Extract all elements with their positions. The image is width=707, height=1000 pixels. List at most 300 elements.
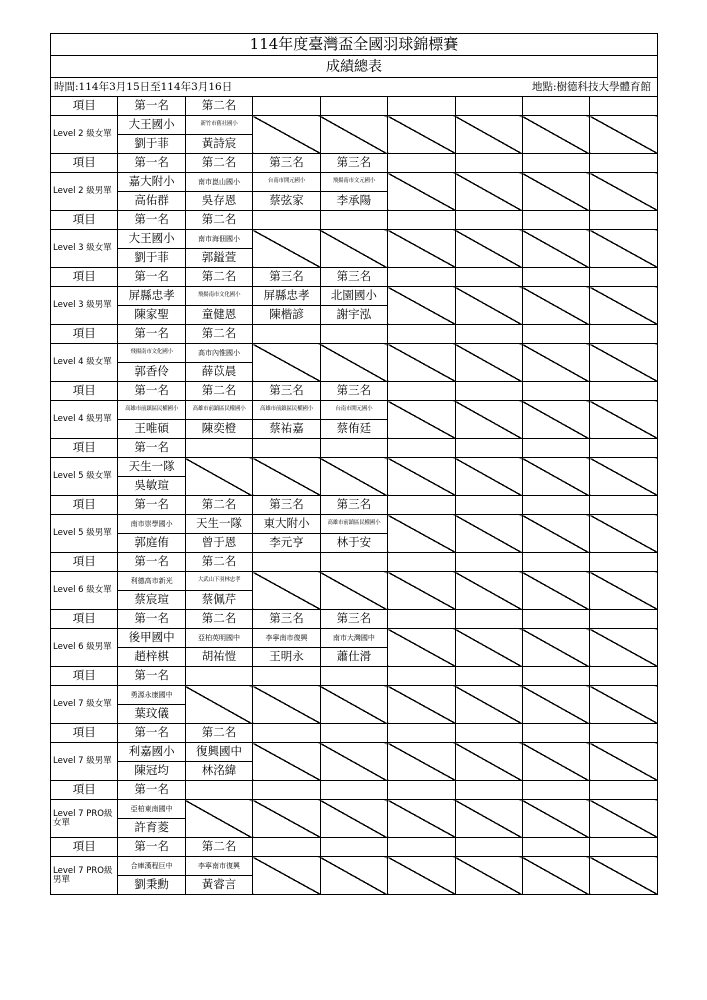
empty-header <box>455 439 522 458</box>
empty-slot <box>388 629 455 667</box>
place-school: 東大附小 <box>253 515 320 534</box>
event-header-row <box>51 610 658 629</box>
empty-header <box>455 781 522 800</box>
empty-slot <box>253 800 320 838</box>
place-header: 第一名 <box>118 724 185 743</box>
place-school: 亞柏東南國中 <box>118 800 185 819</box>
empty-header <box>590 325 658 344</box>
event-header-row <box>51 382 658 401</box>
empty-slot <box>455 173 522 211</box>
empty-header <box>388 553 455 572</box>
place-school: 大王國小 <box>118 116 185 135</box>
place-name: 陳楷諺 <box>253 306 320 325</box>
event-category: Level 3 級男單 <box>51 287 118 325</box>
empty-header <box>185 667 252 686</box>
empty-slot <box>320 230 387 268</box>
place-name: 謝宇泓 <box>320 306 387 325</box>
place-header: 第一名 <box>118 154 185 173</box>
empty-header <box>455 724 522 743</box>
place-header: 第一名 <box>118 838 185 857</box>
empty-slot <box>522 230 589 268</box>
empty-header <box>320 325 387 344</box>
place-header: 第二名 <box>185 154 252 173</box>
empty-slot <box>590 287 658 325</box>
empty-slot <box>522 287 589 325</box>
place-header: 第一名 <box>118 211 185 230</box>
empty-slot <box>455 458 522 496</box>
empty-slot <box>590 800 658 838</box>
empty-header <box>253 838 320 857</box>
place-header: 第一名 <box>118 382 185 401</box>
empty-slot <box>522 401 589 439</box>
empty-slot <box>320 857 387 895</box>
place-school: 南市海佃國小 <box>185 230 252 249</box>
empty-header <box>388 838 455 857</box>
empty-slot <box>522 572 589 610</box>
item-header: 項目 <box>51 382 118 401</box>
empty-header <box>522 553 589 572</box>
empty-slot <box>388 686 455 724</box>
place-name: 李承陽 <box>320 192 387 211</box>
place-header: 第二名 <box>185 382 252 401</box>
empty-slot <box>590 230 658 268</box>
place-header: 第三名 <box>253 496 320 515</box>
empty-header <box>590 211 658 230</box>
place-school: 飛揚南市文元國小 <box>320 173 387 192</box>
empty-header <box>253 439 320 458</box>
place-school: 合庫漢程巨中 <box>118 857 185 876</box>
event-category: Level 3 級女單 <box>51 230 118 268</box>
document-title: 114年度臺灣盃全國羽球錦標賽 <box>51 34 658 56</box>
empty-slot <box>455 629 522 667</box>
item-header: 項目 <box>51 781 118 800</box>
place-header: 第一名 <box>118 553 185 572</box>
empty-slot <box>388 401 455 439</box>
empty-header <box>522 724 589 743</box>
item-header: 項目 <box>51 211 118 230</box>
empty-header <box>522 154 589 173</box>
place-school: 台南市開元國小 <box>253 173 320 192</box>
empty-header <box>522 439 589 458</box>
place-school: 台南市開元國小 <box>320 401 387 420</box>
empty-header <box>388 667 455 686</box>
event-category: Level 7 PRO級女單 <box>51 800 118 838</box>
empty-slot <box>455 401 522 439</box>
place-name: 趙梓棋 <box>118 648 185 667</box>
place-school: 高市內惟國小 <box>185 344 252 363</box>
empty-header <box>590 268 658 287</box>
empty-slot <box>590 116 658 154</box>
item-header: 項目 <box>51 838 118 857</box>
empty-slot <box>253 743 320 781</box>
place-name: 林洺緯 <box>185 762 252 781</box>
place-school: 後甲國中 <box>118 629 185 648</box>
item-header: 項目 <box>51 496 118 515</box>
empty-slot <box>455 230 522 268</box>
empty-slot <box>455 686 522 724</box>
empty-slot <box>590 401 658 439</box>
place-header: 第三名 <box>320 154 387 173</box>
place-name: 劉秉勳 <box>118 876 185 895</box>
place-school: 天生一隊 <box>185 515 252 534</box>
empty-slot <box>455 743 522 781</box>
event-header-row <box>51 496 658 515</box>
empty-slot <box>455 116 522 154</box>
empty-header <box>590 838 658 857</box>
place-header: 第三名 <box>253 610 320 629</box>
empty-header <box>455 838 522 857</box>
place-header: 第一名 <box>118 439 185 458</box>
empty-slot <box>388 344 455 382</box>
event-category: Level 7 級男單 <box>51 743 118 781</box>
event-school-row <box>51 116 658 135</box>
empty-slot <box>253 458 320 496</box>
place-name: 薛苡晨 <box>185 363 252 382</box>
item-header: 項目 <box>51 667 118 686</box>
empty-slot <box>590 344 658 382</box>
empty-slot <box>320 116 387 154</box>
empty-header <box>388 724 455 743</box>
place-header: 第二名 <box>185 268 252 287</box>
empty-slot <box>320 800 387 838</box>
place-name: 蔡宸瑄 <box>118 591 185 610</box>
empty-slot <box>590 458 658 496</box>
empty-slot <box>590 515 658 553</box>
place-name: 童健恩 <box>185 306 252 325</box>
event-school-row <box>51 515 658 534</box>
empty-header <box>388 97 455 116</box>
event-header-row <box>51 553 658 572</box>
item-header: 項目 <box>51 97 118 116</box>
place-header: 第二名 <box>185 325 252 344</box>
place-header: 第一名 <box>118 97 185 116</box>
empty-header <box>320 211 387 230</box>
empty-header <box>590 724 658 743</box>
place-name: 蕭仕滑 <box>320 648 387 667</box>
empty-slot <box>455 572 522 610</box>
empty-slot <box>590 173 658 211</box>
place-header: 第三名 <box>320 496 387 515</box>
event-category: Level 5 級女單 <box>51 458 118 496</box>
item-header: 項目 <box>51 724 118 743</box>
event-school-row <box>51 686 658 705</box>
empty-header <box>320 97 387 116</box>
empty-header <box>253 553 320 572</box>
place-name: 吳敏瑄 <box>118 477 185 496</box>
place-school: 高雄市前鎮區民權國小 <box>118 401 185 420</box>
event-location: 地點:樹德科技大學體育館 <box>531 80 651 93</box>
empty-slot <box>253 230 320 268</box>
empty-header <box>253 724 320 743</box>
empty-header <box>590 154 658 173</box>
place-header: 第二名 <box>185 610 252 629</box>
place-school: 天生一隊 <box>118 458 185 477</box>
event-school-row <box>51 173 658 192</box>
place-school: 新竹市舊社國小 <box>185 116 252 135</box>
empty-slot <box>522 116 589 154</box>
event-category: Level 7 PRO級男單 <box>51 857 118 895</box>
place-school: 南市崇學國小 <box>118 515 185 534</box>
empty-header <box>388 439 455 458</box>
empty-header <box>590 781 658 800</box>
place-school: 復興國中 <box>185 743 252 762</box>
place-name: 黃睿言 <box>185 876 252 895</box>
empty-slot <box>388 857 455 895</box>
place-name: 王明永 <box>253 648 320 667</box>
empty-slot <box>590 743 658 781</box>
empty-header <box>522 496 589 515</box>
empty-header <box>590 97 658 116</box>
event-school-row <box>51 572 658 591</box>
empty-slot <box>522 743 589 781</box>
place-name: 郭庭侑 <box>118 534 185 553</box>
place-school: 亞柏英明國中 <box>185 629 252 648</box>
empty-slot <box>185 800 252 838</box>
empty-header <box>388 496 455 515</box>
empty-header <box>522 667 589 686</box>
empty-slot <box>253 344 320 382</box>
place-school: 南市崑山國小 <box>185 173 252 192</box>
empty-slot <box>320 458 387 496</box>
event-category: Level 2 級女單 <box>51 116 118 154</box>
empty-header <box>455 382 522 401</box>
empty-header <box>185 439 252 458</box>
empty-header <box>522 610 589 629</box>
empty-slot <box>388 287 455 325</box>
place-name: 郭香伶 <box>118 363 185 382</box>
place-header: 第一名 <box>118 667 185 686</box>
place-header: 第二名 <box>185 97 252 116</box>
event-school-row <box>51 857 658 876</box>
empty-header <box>253 211 320 230</box>
place-name: 陳冠均 <box>118 762 185 781</box>
place-header: 第二名 <box>185 838 252 857</box>
place-header: 第一名 <box>118 610 185 629</box>
empty-header <box>185 781 252 800</box>
empty-header <box>388 382 455 401</box>
item-header: 項目 <box>51 154 118 173</box>
event-school-row <box>51 287 658 306</box>
empty-slot <box>522 458 589 496</box>
empty-slot <box>388 230 455 268</box>
empty-slot <box>590 686 658 724</box>
empty-header <box>455 325 522 344</box>
empty-header <box>320 553 387 572</box>
place-name: 黃詩宸 <box>185 135 252 154</box>
empty-header <box>388 211 455 230</box>
empty-slot <box>522 629 589 667</box>
place-school: 利嘉國小 <box>118 743 185 762</box>
event-header-row <box>51 97 658 116</box>
place-name: 蔡佩芹 <box>185 591 252 610</box>
item-header: 項目 <box>51 268 118 287</box>
event-category: Level 4 級男單 <box>51 401 118 439</box>
event-school-row <box>51 800 658 819</box>
empty-header <box>388 610 455 629</box>
empty-header <box>522 781 589 800</box>
empty-slot <box>455 515 522 553</box>
event-header-row <box>51 154 658 173</box>
empty-slot <box>590 857 658 895</box>
empty-header <box>455 610 522 629</box>
empty-slot <box>253 686 320 724</box>
event-school-row <box>51 458 658 477</box>
empty-slot <box>320 344 387 382</box>
empty-header <box>522 268 589 287</box>
empty-slot <box>253 857 320 895</box>
place-school: 嘉大附小 <box>118 173 185 192</box>
empty-slot <box>388 116 455 154</box>
place-name: 葉玟儀 <box>118 705 185 724</box>
empty-slot <box>455 287 522 325</box>
event-header-row <box>51 268 658 287</box>
empty-slot <box>522 515 589 553</box>
event-category: Level 6 級女單 <box>51 572 118 610</box>
empty-slot <box>590 572 658 610</box>
empty-header <box>253 97 320 116</box>
empty-header <box>455 211 522 230</box>
empty-header <box>590 382 658 401</box>
empty-header <box>590 439 658 458</box>
event-category: Level 5 級男單 <box>51 515 118 553</box>
place-school: 高雄市前鎮區民權國小 <box>185 401 252 420</box>
empty-header <box>522 838 589 857</box>
place-name: 林于安 <box>320 534 387 553</box>
event-category: Level 2 級男單 <box>51 173 118 211</box>
empty-slot <box>320 686 387 724</box>
place-name: 郭鎰萱 <box>185 249 252 268</box>
empty-slot <box>522 857 589 895</box>
event-school-row <box>51 230 658 249</box>
empty-header <box>253 667 320 686</box>
event-school-row <box>51 743 658 762</box>
empty-header <box>590 610 658 629</box>
empty-slot <box>455 857 522 895</box>
empty-slot <box>388 743 455 781</box>
place-school: 飛揚南市文化國小 <box>118 344 185 363</box>
event-category: Level 4 級女單 <box>51 344 118 382</box>
empty-header <box>388 325 455 344</box>
empty-header <box>320 667 387 686</box>
place-header: 第二名 <box>185 496 252 515</box>
place-name: 王唯碩 <box>118 420 185 439</box>
place-name: 劉于菲 <box>118 249 185 268</box>
empty-slot <box>253 572 320 610</box>
empty-header <box>522 325 589 344</box>
item-header: 項目 <box>51 610 118 629</box>
event-category: Level 7 級女單 <box>51 686 118 724</box>
results-table <box>50 33 658 895</box>
empty-header <box>522 97 589 116</box>
place-name: 李元亨 <box>253 534 320 553</box>
event-info-row <box>51 78 658 97</box>
place-name: 蔡侑廷 <box>320 420 387 439</box>
event-school-row <box>51 629 658 648</box>
place-name: 胡祐愷 <box>185 648 252 667</box>
empty-header <box>388 781 455 800</box>
place-school: 南市大灣國中 <box>320 629 387 648</box>
event-header-row <box>51 439 658 458</box>
event-header-row <box>51 211 658 230</box>
empty-header <box>455 553 522 572</box>
document-subtitle: 成績總表 <box>51 56 658 78</box>
place-header: 第二名 <box>185 211 252 230</box>
empty-slot <box>522 173 589 211</box>
empty-slot <box>253 116 320 154</box>
event-header-row <box>51 325 658 344</box>
empty-slot <box>388 515 455 553</box>
empty-header <box>320 724 387 743</box>
place-name: 蔡弦家 <box>253 192 320 211</box>
place-school: 飛揚南市文化國小 <box>185 287 252 306</box>
item-header: 項目 <box>51 553 118 572</box>
place-header: 第三名 <box>253 154 320 173</box>
place-name: 蔡祐嘉 <box>253 420 320 439</box>
event-category: Level 6 級男單 <box>51 629 118 667</box>
empty-header <box>590 496 658 515</box>
empty-slot <box>455 800 522 838</box>
empty-slot <box>388 572 455 610</box>
place-school: 勇源永康國中 <box>118 686 185 705</box>
empty-header <box>388 154 455 173</box>
place-name: 許育菱 <box>118 819 185 838</box>
empty-header <box>455 667 522 686</box>
place-school: 大武山下羽林忠孝 <box>185 572 252 591</box>
empty-slot <box>522 686 589 724</box>
empty-slot <box>320 743 387 781</box>
empty-header <box>522 211 589 230</box>
place-name: 高佑群 <box>118 192 185 211</box>
empty-slot <box>320 572 387 610</box>
place-header: 第二名 <box>185 724 252 743</box>
event-header-row <box>51 667 658 686</box>
empty-slot <box>388 800 455 838</box>
place-header: 第一名 <box>118 496 185 515</box>
place-header: 第三名 <box>320 610 387 629</box>
empty-slot <box>590 629 658 667</box>
place-name: 陳家聖 <box>118 306 185 325</box>
empty-header <box>590 553 658 572</box>
empty-header <box>590 667 658 686</box>
empty-slot <box>388 173 455 211</box>
event-header-row <box>51 838 658 857</box>
empty-header <box>320 439 387 458</box>
place-header: 第三名 <box>253 268 320 287</box>
empty-header <box>320 781 387 800</box>
item-header: 項目 <box>51 325 118 344</box>
place-header: 第一名 <box>118 781 185 800</box>
place-school: 大王國小 <box>118 230 185 249</box>
event-school-row <box>51 401 658 420</box>
place-school: 李寧南市復興 <box>253 629 320 648</box>
empty-header <box>320 838 387 857</box>
place-school: 屏縣忠孝 <box>118 287 185 306</box>
empty-header <box>522 382 589 401</box>
empty-slot <box>185 686 252 724</box>
empty-header <box>253 781 320 800</box>
place-school: 高雄市前鎮區民權國小 <box>253 401 320 420</box>
empty-header <box>253 325 320 344</box>
place-header: 第二名 <box>185 553 252 572</box>
place-school: 高雄市前鎮區民權國小 <box>320 515 387 534</box>
empty-slot <box>522 800 589 838</box>
event-school-row <box>51 344 658 363</box>
empty-header <box>455 154 522 173</box>
event-header-row <box>51 724 658 743</box>
place-name: 曾于恩 <box>185 534 252 553</box>
empty-header <box>455 97 522 116</box>
empty-header <box>455 496 522 515</box>
